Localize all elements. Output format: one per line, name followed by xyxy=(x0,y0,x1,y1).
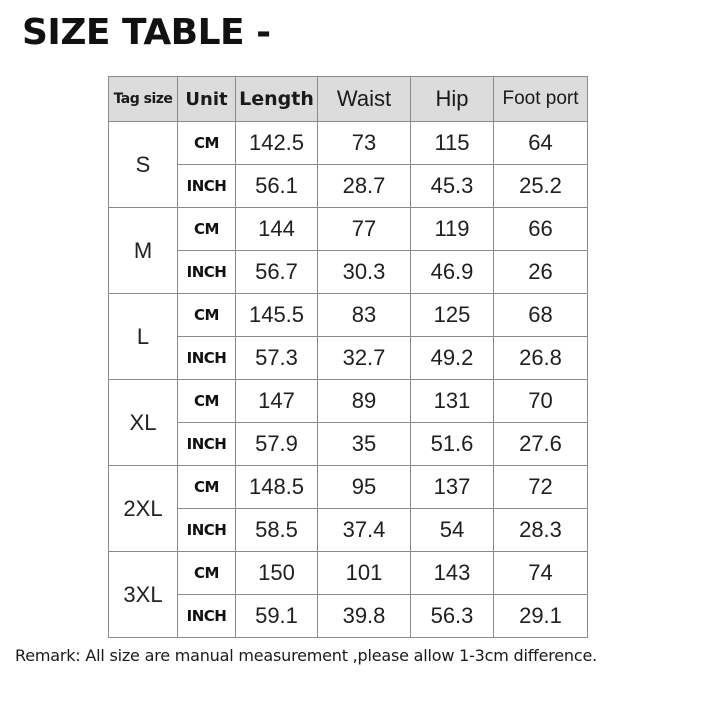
table-row xyxy=(109,294,588,337)
measurement-value: 64 xyxy=(494,122,588,165)
measurement-value: 101 xyxy=(318,552,411,595)
unit-label: INCH xyxy=(178,251,236,294)
size-label: M xyxy=(109,208,178,294)
measurement-value: 147 xyxy=(236,380,318,423)
measurement-value: 89 xyxy=(318,380,411,423)
measurement-value: 131 xyxy=(411,380,494,423)
measurement-value: 77 xyxy=(318,208,411,251)
measurement-value: 148.5 xyxy=(236,466,318,509)
measurement-value: 26 xyxy=(494,251,588,294)
header-hip: Hip xyxy=(411,77,494,122)
measurement-value: 29.1 xyxy=(494,595,588,638)
measurement-value: 25.2 xyxy=(494,165,588,208)
measurement-value: 125 xyxy=(411,294,494,337)
measurement-value: 30.3 xyxy=(318,251,411,294)
measurement-value: 54 xyxy=(411,509,494,552)
table-row xyxy=(109,380,588,423)
measurement-value: 46.9 xyxy=(411,251,494,294)
unit-label: CM xyxy=(178,380,236,423)
measurement-value: 83 xyxy=(318,294,411,337)
size-table xyxy=(108,76,588,638)
unit-label: INCH xyxy=(178,423,236,466)
measurement-value: 39.8 xyxy=(318,595,411,638)
table-header-row xyxy=(109,77,588,122)
measurement-value: 150 xyxy=(236,552,318,595)
measurement-value: 115 xyxy=(411,122,494,165)
unit-label: CM xyxy=(178,552,236,595)
table-row xyxy=(109,423,588,466)
table-row xyxy=(109,595,588,638)
measurement-value: 37.4 xyxy=(318,509,411,552)
measurement-value: 57.3 xyxy=(236,337,318,380)
header-tag-size: Tag size xyxy=(109,77,178,122)
measurement-value: 142.5 xyxy=(236,122,318,165)
measurement-value: 57.9 xyxy=(236,423,318,466)
measurement-value: 28.7 xyxy=(318,165,411,208)
size-label: S xyxy=(109,122,178,208)
header-unit: Unit xyxy=(178,77,236,122)
table-row xyxy=(109,552,588,595)
header-foot-port: Foot port xyxy=(494,77,588,122)
measurement-value: 68 xyxy=(494,294,588,337)
table-row xyxy=(109,466,588,509)
table-row xyxy=(109,251,588,294)
measurement-value: 28.3 xyxy=(494,509,588,552)
measurement-value: 95 xyxy=(318,466,411,509)
measurement-value: 144 xyxy=(236,208,318,251)
measurement-value: 143 xyxy=(411,552,494,595)
unit-label: INCH xyxy=(178,165,236,208)
table-row xyxy=(109,337,588,380)
unit-label: CM xyxy=(178,294,236,337)
measurement-value: 137 xyxy=(411,466,494,509)
size-label: L xyxy=(109,294,178,380)
measurement-value: 27.6 xyxy=(494,423,588,466)
measurement-value: 70 xyxy=(494,380,588,423)
unit-label: INCH xyxy=(178,509,236,552)
table-row xyxy=(109,208,588,251)
remark-note: Remark: All size are manual measurement ,please allow 1-3cm difference. xyxy=(15,646,597,665)
table-row xyxy=(109,165,588,208)
size-label: 3XL xyxy=(109,552,178,638)
measurement-value: 74 xyxy=(494,552,588,595)
measurement-value: 35 xyxy=(318,423,411,466)
unit-label: INCH xyxy=(178,595,236,638)
measurement-value: 56.7 xyxy=(236,251,318,294)
measurement-value: 66 xyxy=(494,208,588,251)
unit-label: CM xyxy=(178,208,236,251)
measurement-value: 49.2 xyxy=(411,337,494,380)
measurement-value: 51.6 xyxy=(411,423,494,466)
measurement-value: 56.3 xyxy=(411,595,494,638)
table-row xyxy=(109,509,588,552)
measurement-value: 145.5 xyxy=(236,294,318,337)
unit-label: CM xyxy=(178,466,236,509)
measurement-value: 32.7 xyxy=(318,337,411,380)
unit-label: CM xyxy=(178,122,236,165)
unit-label: INCH xyxy=(178,337,236,380)
measurement-value: 26.8 xyxy=(494,337,588,380)
measurement-value: 73 xyxy=(318,122,411,165)
table-row xyxy=(109,122,588,165)
measurement-value: 119 xyxy=(411,208,494,251)
size-label: 2XL xyxy=(109,466,178,552)
measurement-value: 59.1 xyxy=(236,595,318,638)
measurement-value: 45.3 xyxy=(411,165,494,208)
size-label: XL xyxy=(109,380,178,466)
header-length: Length xyxy=(236,77,318,122)
measurement-value: 56.1 xyxy=(236,165,318,208)
measurement-value: 72 xyxy=(494,466,588,509)
header-waist: Waist xyxy=(318,77,411,122)
measurement-value: 58.5 xyxy=(236,509,318,552)
page-title: SIZE TABLE - xyxy=(22,12,271,53)
